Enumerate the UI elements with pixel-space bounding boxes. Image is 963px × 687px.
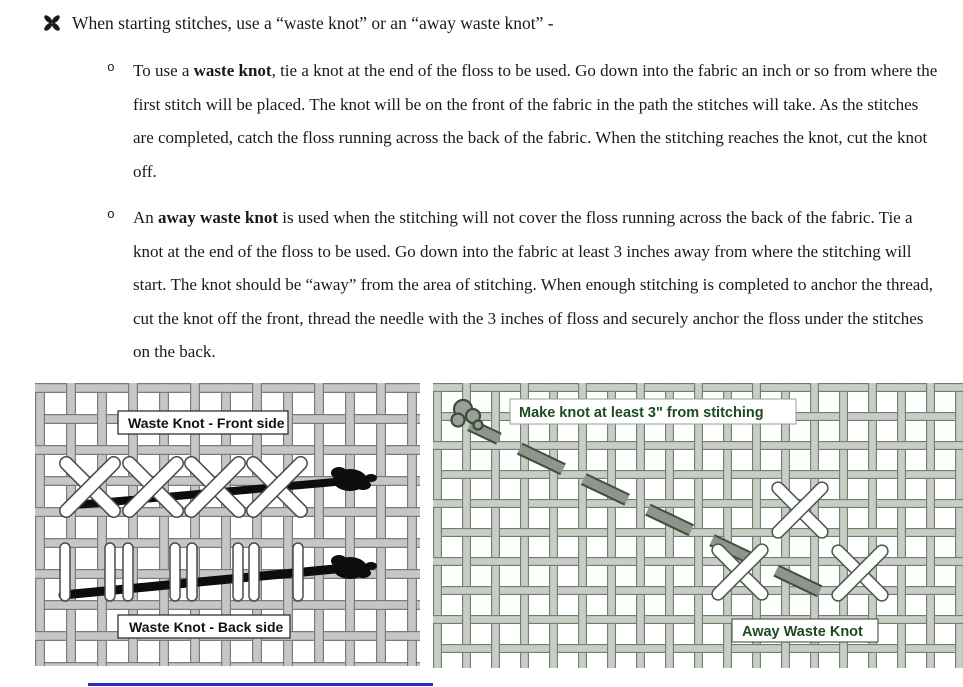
- heading-text: When starting stitches, use a “waste knot” or an “away waste knot” -: [72, 13, 554, 33]
- fabric-grid-right: [433, 383, 963, 668]
- bullet-item-away-waste-knot: [107, 201, 939, 369]
- bullet-marker: o: [107, 60, 115, 75]
- paragraph-text: To use a: [133, 61, 194, 80]
- svg-text:Waste Knot - Front side: Waste Knot - Front side: [128, 415, 285, 431]
- bullet-paragraph-waste-knot: [133, 54, 939, 188]
- heading-row: [42, 11, 554, 38]
- bullet-item-waste-knot: [107, 54, 939, 188]
- svg-text:Make knot at least 3" from sti: Make knot at least 3" from stitching: [519, 405, 764, 421]
- make-knot-label: [510, 399, 796, 424]
- paragraph-text: is used when the stitching will not cover the floss running across the back of the fabric. Tie a knot at the end of the floss to be used. Go down into the fabric at least 3 inches away from where the stitching will start. The knot should be “away” from the area of stitching. When enough stitching is completed to anchor the thread, cut the knot off the front, thread the needle with the 3 inches of floss and securely anchor the floss under the stitches on the back.: [133, 208, 934, 361]
- paragraph-bold-term: waste knot: [193, 61, 272, 80]
- bullet-list: [107, 54, 939, 382]
- bullet-paragraph-away-waste-knot: [133, 201, 939, 369]
- paragraph-bold-term: away waste knot: [158, 208, 278, 227]
- waste-knot-figure: [35, 383, 420, 666]
- away-waste-knot-figure: [433, 383, 963, 668]
- bullet-marker: o: [107, 207, 115, 222]
- bottom-blue-rule: [88, 683, 433, 686]
- svg-text:Waste Knot - Back side: Waste Knot - Back side: [129, 619, 284, 635]
- paragraph-text: An: [133, 208, 159, 227]
- back-side-label: [118, 615, 290, 638]
- front-side-label: [118, 411, 288, 434]
- ornament-bullet-icon: [42, 13, 62, 38]
- away-waste-knot-label: [732, 619, 878, 642]
- svg-text:Away Waste Knot: Away Waste Knot: [742, 624, 863, 640]
- paragraph-text: , tie a knot at the end of the floss to be used. Go down into the fabric an inch or so from where the first stitch will be placed. The knot will be on the front of the fabric in the path the stitches will take. As the stitches are completed, catch the floss running across the back of the fabric. When the stitching reaches the knot, cut the knot off.: [133, 61, 938, 181]
